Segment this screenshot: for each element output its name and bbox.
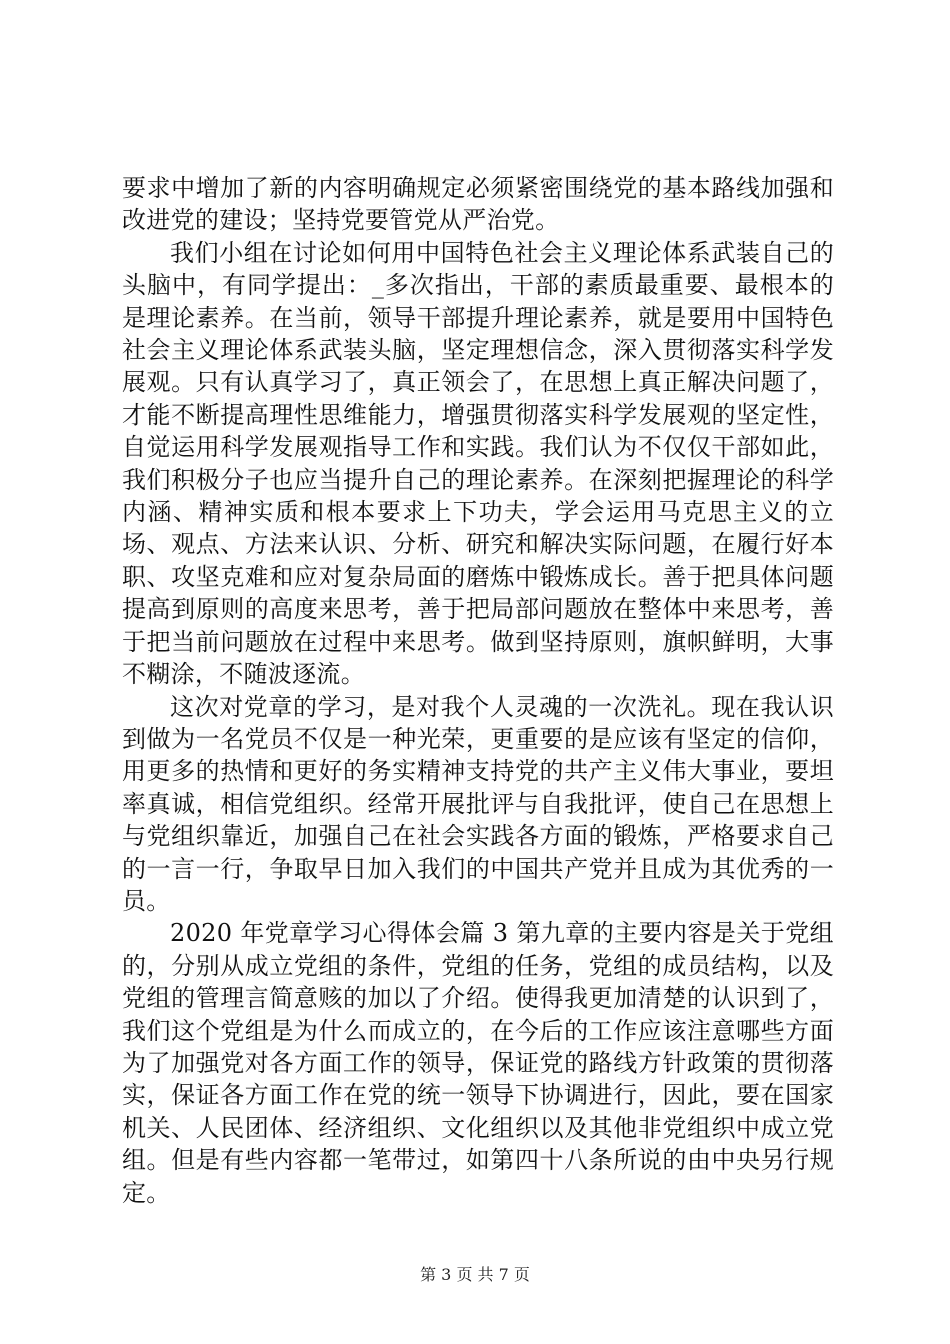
body-text (122, 172, 834, 1209)
paragraph-3: 这次对党章的学习，是对我个人灵魂的一次洗礼。现在我认识到做为一名党员不仅是一种光荣，更重要的是应该有坚定的信仰，用更多的热情和更好的务实精神支持党的共产主义伟大事业，要坦率真诚，相信党组织。经常开展批评与自我批评，使自己在思想上与党组织靠近，加强自己在社会实践各方面的锻炼，严格要求自己的一言一行，争取早日加入我们的中国共产党并且成为其优秀的一员。 (122, 692, 834, 915)
paragraph-4: 2020 年党章学习心得体会篇 3 第九章的主要内容是关于党组的，分别从成立党组的条件，党组的任务，党组的成员结构，以及党组的管理言简意赅的加以了介绍。使得我更加清楚的认识到了，我们这个党组是为什么而成立的，在今后的工作应该注意哪些方面为了加强党对各方面工作的领导，保证党的路线方针政策的贯彻落实，保证各方面工作在党的统一领导下协调进行，因此，要在国家机关、人民团体、经济组织、文化组织以及其他非党组织中成立党组。但是有些内容都一笔带过，如第四十八条所说的由中央另行规定。 (122, 919, 834, 1207)
paragraph-2: 我们小组在讨论如何用中国特色社会主义理论体系武装自己的头脑中，有同学提出：_多次指出，干部的素质最重要、最根本的是理论素养。在当前，领导干部提升理论素养，就是要用中国特色社会主义理论体系武装头脑，坚定理想信念，深入贯彻落实科学发展观。只有认真学习了，真正领会了，在思想上真正解决问题了，才能不断提高理性思维能力，增强贯彻落实科学发展观的坚定性，自觉运用科学发展观指导工作和实践。我们认为不仅仅干部如此，我们积极分子也应当提升自己的理论素养。在深刻把握理论的科学内涵、精神实质和根本要求上下功夫，学会运用马克思主义的立场、观点、方法来认识、分析、研究和解决实际问题，在履行好本职、攻坚克难和应对复杂局面的磨炼中锻炼成长。善于把具体问题提高到原则的高度来思考，善于把局部问题放在整体中来思考，善于把当前问题放在过程中来思考。做到坚持原则，旗帜鲜明，大事不糊涂，不随波逐流。 (122, 238, 834, 689)
page-footer (0, 1265, 950, 1285)
page-number-label: 第 3 页 共 7 页 (420, 1265, 530, 1284)
paragraph-1: 要求中增加了新的内容明确规定必须紧密围绕党的基本路线加强和改进党的建设；坚持党要管党从严治党。 (122, 174, 834, 235)
